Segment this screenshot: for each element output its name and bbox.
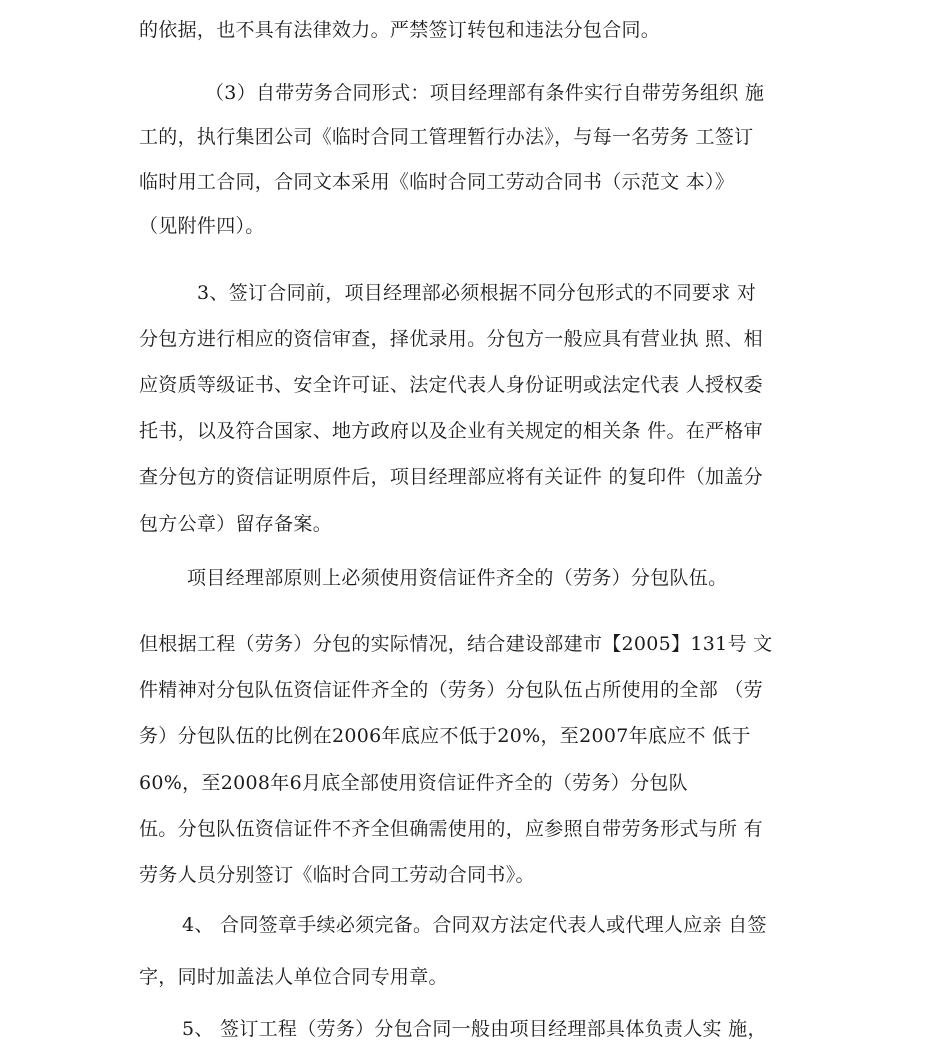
paragraph-line: 工的，执行集团公司《临时合同工管理暂行办法》，与每一名劳务 工签订 (139, 126, 754, 148)
paragraph-line: 劳务人员分别签订《临时合同工劳动合同书》。 (139, 864, 535, 886)
paragraph-line: 项目经理部原则上必须使用资信证件齐全的（劳务）分包队伍。 (187, 567, 728, 589)
paragraph-line: 3、签订合同前，项目经理部必须根据不同分包形式的不同要求 对 (197, 282, 757, 304)
paragraph-line: 件精神对分包队伍资信证件齐全的（劳务）分包队伍占所使用的全部 （劳 (139, 679, 763, 701)
paragraph-line: 4、 合同签章手续必须完备。合同双方法定代表人或代理人应亲 自签 (182, 914, 767, 936)
paragraph-line: 的依据，也不具有法律效力。严禁签订转包和违法分包合同。 (139, 19, 661, 41)
paragraph-line: （见附件四）。 (139, 215, 265, 237)
paragraph-line: 托书，以及符合国家、地方政府以及企业有关规定的相关条 件。在严格审 (139, 420, 763, 442)
paragraph-line: 务）分包队伍的比例在2006年底应不低于20%，至2007年底应不 低于 (139, 725, 751, 747)
paragraph-line: 应资质等级证书、安全许可证、法定代表人身份证明或法定代表 人授权委 (139, 374, 763, 396)
paragraph-line: （3）自带劳务合同形式：项目经理部有条件实行自带劳务组织 施 (205, 82, 765, 104)
paragraph-line: 字，同时加盖法人单位合同专用章。 (139, 966, 448, 988)
paragraph-line: 查分包方的资信证明原件后，项目经理部应将有关证件 的复印件（加盖分 (139, 466, 763, 488)
paragraph-line: 伍。分包队伍资信证件不齐全但确需使用的，应参照自带劳务形式与所 有 (139, 818, 763, 840)
paragraph-line: 60%，至2008年6月底全部使用资信证件齐全的（劳务）分包队 (139, 772, 688, 794)
paragraph-line: 但根据工程（劳务）分包的实际情况，结合建设部建市【2005】131号 文 (139, 633, 773, 655)
paragraph-line: 包方公章）留存备案。 (139, 513, 333, 535)
paragraph-line: 临时用工合同，合同文本采用《临时合同工劳动合同书（示范文 本）》 (139, 171, 735, 193)
paragraph-line: 分包方进行相应的资信审查，择优录用。分包方一般应具有营业执 照、相 (139, 328, 763, 350)
paragraph-line: 5、 签订工程（劳务）分包合同一般由项目经理部具体负责人实 施， (182, 1018, 767, 1040)
